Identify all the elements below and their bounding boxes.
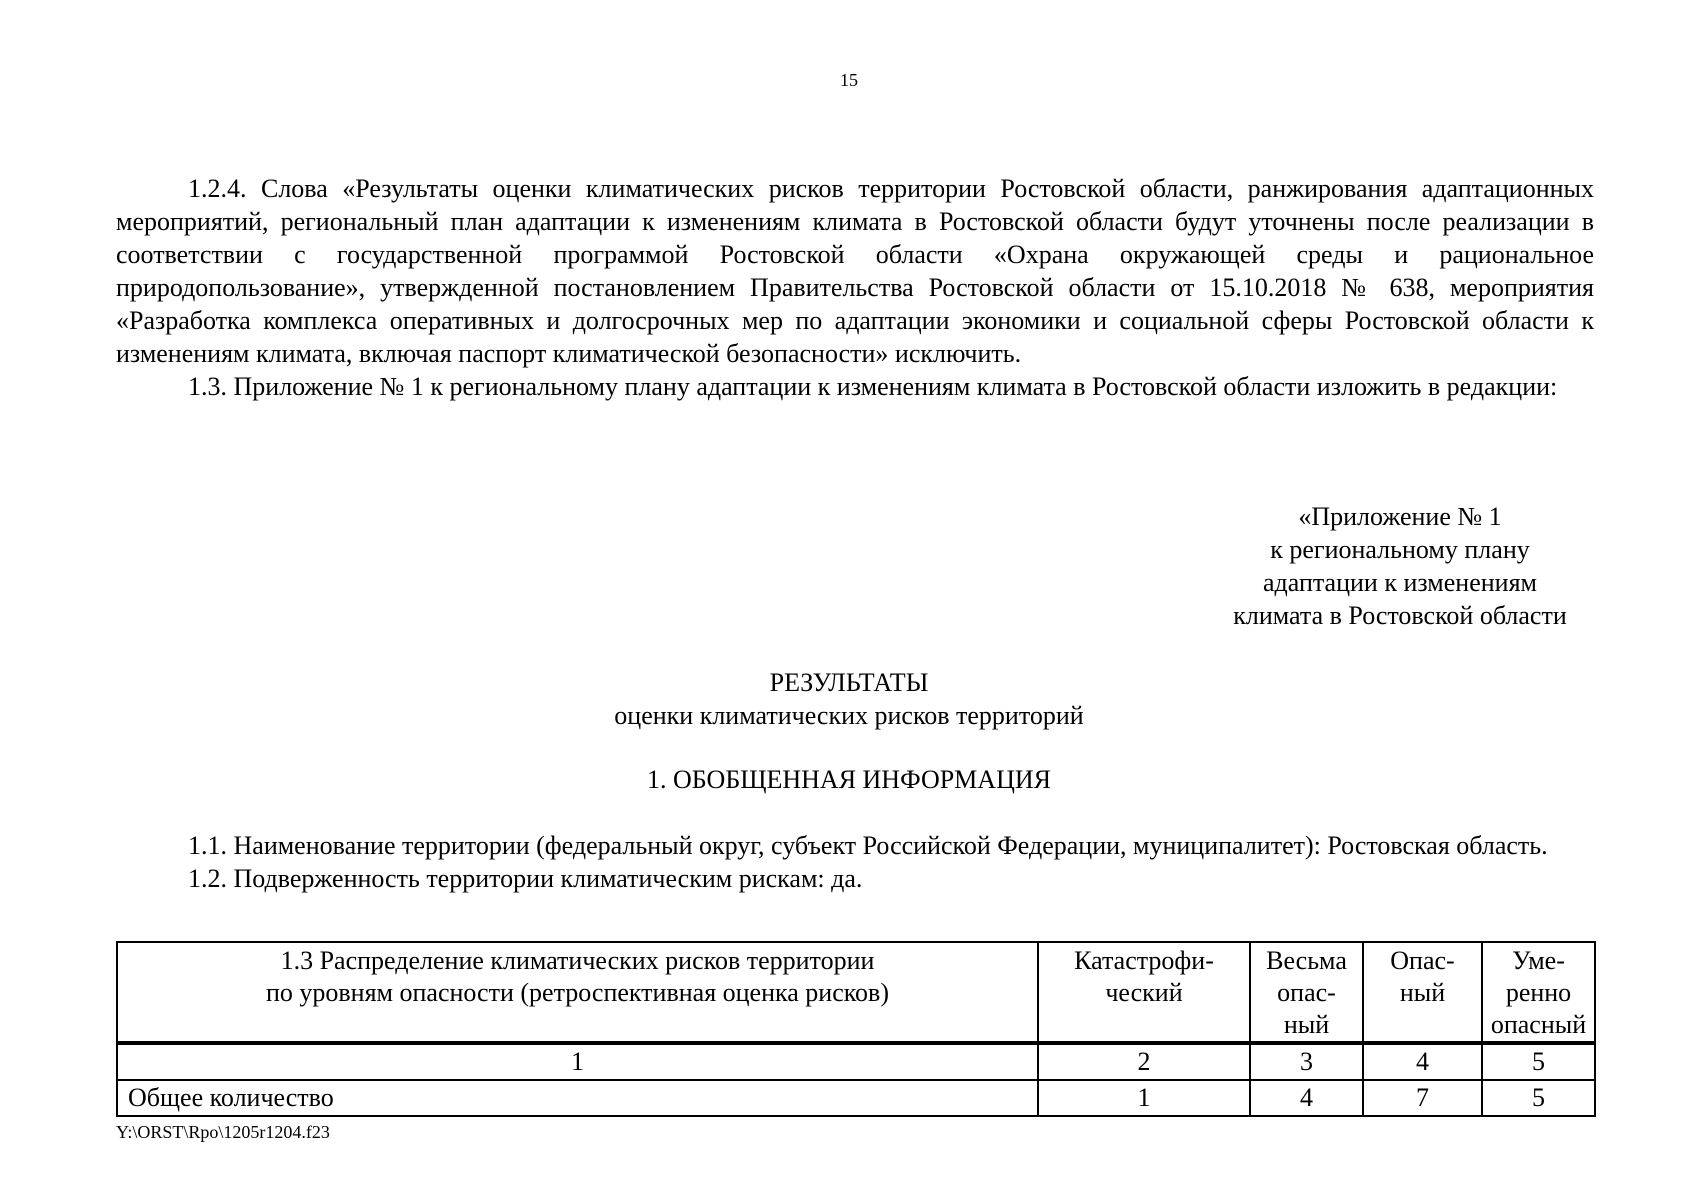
- amendment-text: [116, 172, 1594, 403]
- document-subtitle: оценки климатических рисков территорий: [614, 701, 1084, 730]
- header-very-dangerous: Весьма опас- ный: [1250, 942, 1363, 1043]
- general-info: [116, 829, 1594, 895]
- paragraph-1-2-4: 1.2.4. Слова «Результаты оценки климатических рисков территории Ростовской области, ранжирования адаптационных мероприятий, региональный план адаптации к изменениям климата в Ростовской области будут уточнены после реализации в соответствии с государственной программой Ростовской области «Охрана окружающей среды и рациональное природопользование», утвержденной постановлением Правительства Ростовской области от 15.10.2018 № 638, мероприятия «Разработка комплекса оперативных и долгосрочных мер по адаптации экономики и социальной сферы Ростовской области к изменениям климата, включая паспорт климатической безопасности» исключить.: [116, 174, 1594, 368]
- header-moderately-dangerous: Уме- ренно опасный: [1482, 942, 1595, 1043]
- header-catastrophic: Катастрофи- ческий: [1038, 942, 1250, 1043]
- appendix-line-1: «Приложение № 1: [1298, 502, 1502, 531]
- paragraph-1-3: 1.3. Приложение № 1 к региональному плану адаптации к изменениям климата в Ростовской области изложить в редакции:: [188, 372, 1558, 401]
- page-number: 15: [840, 70, 858, 90]
- header-distribution-line-1: 1.3 Распределение климатических рисков территории: [280, 946, 875, 975]
- column-number: 4: [1363, 1043, 1482, 1080]
- table-header-row: [117, 942, 1595, 1043]
- table-row: [117, 1080, 1595, 1116]
- file-path-footer: Y:\ORST\Rpo\1205r1204.f23: [116, 1122, 330, 1142]
- row-label-total: Общее количество: [117, 1080, 1038, 1116]
- value-very-dangerous: 4: [1250, 1080, 1363, 1116]
- value-moderately-dangerous: 5: [1482, 1080, 1595, 1116]
- header-distribution: [117, 942, 1038, 1043]
- column-number: 2: [1038, 1043, 1250, 1080]
- value-dangerous: 7: [1363, 1080, 1482, 1116]
- column-number: 5: [1482, 1043, 1595, 1080]
- info-item-1-2: 1.2. Подверженность территории климатическим рискам: да.: [188, 864, 863, 893]
- header-distribution-line-2: по уровням опасности (ретроспективная оценка рисков): [265, 978, 889, 1007]
- header-dangerous: Опас- ный: [1363, 942, 1482, 1043]
- info-item-1-1: 1.1. Наименование территории (федеральный округ, субъект Российской Федерации, муниципалитет): Ростовская область.: [188, 831, 1548, 860]
- column-number: 3: [1250, 1043, 1363, 1080]
- risk-distribution-table: [116, 941, 1596, 1117]
- column-number-row: [117, 1043, 1595, 1080]
- appendix-caption: [1180, 500, 1620, 632]
- document-title: РЕЗУЛЬТАТЫ: [769, 668, 929, 697]
- appendix-line-2: к региональному плану: [1270, 535, 1530, 564]
- column-number: 1: [117, 1043, 1038, 1080]
- appendix-line-4: климата в Ростовской области: [1233, 601, 1567, 630]
- value-catastrophic: 1: [1038, 1080, 1250, 1116]
- appendix-line-3: адаптации к изменениям: [1263, 568, 1537, 597]
- section-heading: 1. ОБОБЩЕННАЯ ИНФОРМАЦИЯ: [647, 765, 1051, 794]
